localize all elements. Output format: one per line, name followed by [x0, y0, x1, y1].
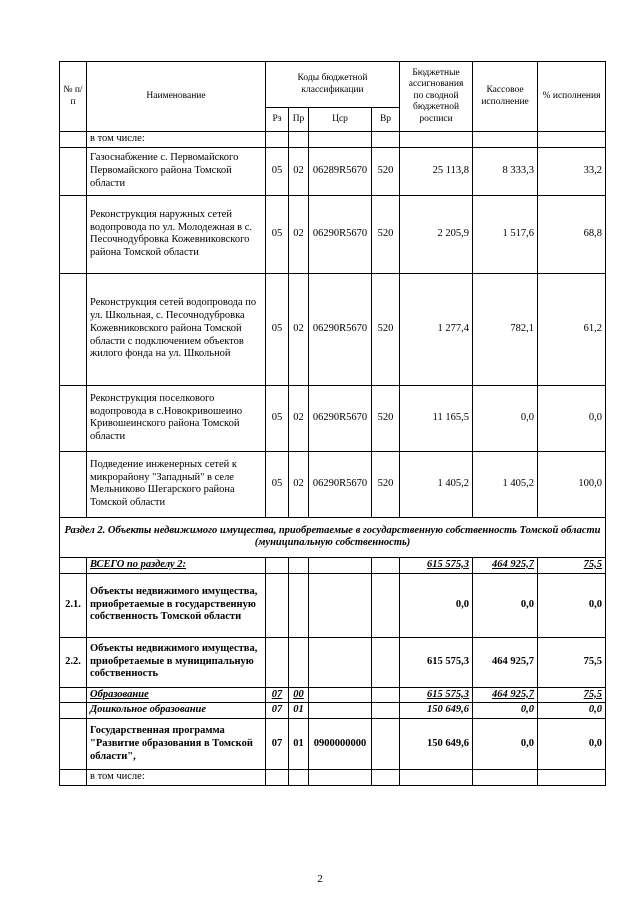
header-rz: Рз [266, 108, 289, 132]
cell-csr: 06290R5670 [309, 385, 372, 451]
cell-cash: 782,1 [473, 273, 538, 385]
cell-pr: 02 [289, 451, 309, 517]
cell-no [60, 451, 87, 517]
table-row [60, 147, 606, 195]
cell-rz: 07 [266, 687, 289, 703]
cell-cash: 0,0 [473, 573, 538, 637]
cell-name: Реконструкция сетей водопровода по ул. Школьная, с. Песочнодубровка Кожевниковского района Томской области с подключением объектов жилого фонда на ул. Школьной [87, 273, 266, 385]
cell-percent: 100,0 [538, 451, 606, 517]
cell-budget: 150 649,6 [400, 703, 473, 719]
table-row [60, 637, 606, 687]
cell-rz [266, 557, 289, 573]
cell-no [60, 385, 87, 451]
table-row [60, 385, 606, 451]
cell-rz [266, 573, 289, 637]
table-row [60, 132, 606, 148]
cell-percent: 75,5 [538, 687, 606, 703]
cell-no [60, 770, 87, 786]
cell-percent: 0,0 [538, 573, 606, 637]
table-row [60, 770, 606, 786]
cell-vr [372, 719, 400, 770]
cell-csr: 06290R5670 [309, 273, 372, 385]
cell-name: Газоснабжение с. Первомайского Первомайского района Томской области [87, 147, 266, 195]
cell-no: 2.2. [60, 637, 87, 687]
cell-budget: 150 649,6 [400, 719, 473, 770]
cell-pr [289, 557, 309, 573]
budget-table [59, 61, 606, 786]
cell-name: Государственная программа "Развитие образования в Томской области", [87, 719, 266, 770]
cell-csr [309, 703, 372, 719]
cell-pr: 01 [289, 703, 309, 719]
cell-budget [400, 770, 473, 786]
cell-budget: 25 113,8 [400, 147, 473, 195]
cell-pr: 00 [289, 687, 309, 703]
table-row [60, 687, 606, 703]
cell-vr [372, 770, 400, 786]
cell-cash: 0,0 [473, 719, 538, 770]
header-percent: % исполнения [538, 62, 606, 132]
cell-vr: 520 [372, 451, 400, 517]
cell-pr [289, 132, 309, 148]
cell-no [60, 703, 87, 719]
header-vr: Вр [372, 108, 400, 132]
table-row [60, 273, 606, 385]
cell-vr [372, 637, 400, 687]
cell-pr: 02 [289, 273, 309, 385]
cell-vr [372, 557, 400, 573]
cell-percent: 0,0 [538, 703, 606, 719]
cell-no [60, 687, 87, 703]
cell-cash: 1 517,6 [473, 195, 538, 273]
cell-cash: 0,0 [473, 385, 538, 451]
table-row [60, 703, 606, 719]
section-heading-row [60, 517, 606, 557]
cell-percent: 75,5 [538, 557, 606, 573]
cell-pr: 02 [289, 385, 309, 451]
cell-rz: 05 [266, 451, 289, 517]
cell-rz [266, 132, 289, 148]
section-2-title: Раздел 2. Объекты недвижимого имущества, приобретаемые в государственную собственность Томской области (муниципальную собственность) [60, 517, 606, 557]
cell-rz: 07 [266, 703, 289, 719]
cell-csr [309, 687, 372, 703]
cell-name: Объекты недвижимого имущества, приобретаемые в государственную собственность Томской области [87, 573, 266, 637]
cell-no [60, 273, 87, 385]
cell-rz: 05 [266, 273, 289, 385]
cell-rz: 05 [266, 147, 289, 195]
cell-csr [309, 132, 372, 148]
cell-csr [309, 557, 372, 573]
cell-percent: 75,5 [538, 637, 606, 687]
cell-percent: 61,2 [538, 273, 606, 385]
cell-vr [372, 132, 400, 148]
cell-rz: 05 [266, 385, 289, 451]
header-pr: Пр [289, 108, 309, 132]
cell-name: Объекты недвижимого имущества, приобретаемые в муниципальную собственность [87, 637, 266, 687]
cell-pr: 01 [289, 719, 309, 770]
page-number: 2 [317, 873, 323, 885]
cell-budget [400, 132, 473, 148]
cell-rz [266, 637, 289, 687]
table-row [60, 195, 606, 273]
cell-name: Реконструкция наружных сетей водопровода по ул. Молодежная в с. Песочнодубровка Кожевниковского района Томской области [87, 195, 266, 273]
cell-vr [372, 703, 400, 719]
cell-budget: 615 575,3 [400, 687, 473, 703]
cell-percent: 0,0 [538, 719, 606, 770]
cell-name: Реконструкция поселкового водопровода в с.Новокривошеино Кривошеинского района Томской области [87, 385, 266, 451]
cell-csr [309, 770, 372, 786]
cell-no [60, 147, 87, 195]
table-row-total [60, 557, 606, 573]
cell-budget: 615 575,3 [400, 557, 473, 573]
cell-rz: 05 [266, 195, 289, 273]
cell-percent: 0,0 [538, 385, 606, 451]
cell-budget: 615 575,3 [400, 637, 473, 687]
header-budget: Бюджетные ассигнования по сводной бюджетной росписи [400, 62, 473, 132]
header-csr: Цср [309, 108, 372, 132]
table-row [60, 451, 606, 517]
table-row [60, 573, 606, 637]
cell-name: в том числе: [87, 132, 266, 148]
cell-csr: 0900000000 [309, 719, 372, 770]
cell-no: 2.1. [60, 573, 87, 637]
cell-percent [538, 132, 606, 148]
cell-no [60, 557, 87, 573]
cell-rz: 07 [266, 719, 289, 770]
cell-pr: 02 [289, 195, 309, 273]
cell-percent: 33,2 [538, 147, 606, 195]
cell-name: Образование [87, 687, 266, 703]
cell-cash [473, 132, 538, 148]
cell-csr [309, 573, 372, 637]
cell-cash: 0,0 [473, 703, 538, 719]
cell-pr: 02 [289, 147, 309, 195]
cell-budget: 2 205,9 [400, 195, 473, 273]
cell-rz [266, 770, 289, 786]
cell-cash: 464 925,7 [473, 687, 538, 703]
cell-no [60, 132, 87, 148]
cell-pr [289, 770, 309, 786]
cell-pr [289, 573, 309, 637]
header-codes: Коды бюджетной классификации [266, 62, 400, 108]
cell-cash: 8 333,3 [473, 147, 538, 195]
cell-csr: 06290R5670 [309, 195, 372, 273]
cell-percent [538, 770, 606, 786]
cell-pr [289, 637, 309, 687]
cell-vr: 520 [372, 195, 400, 273]
cell-budget: 11 165,5 [400, 385, 473, 451]
cell-budget: 0,0 [400, 573, 473, 637]
cell-no [60, 719, 87, 770]
cell-csr: 06289R5670 [309, 147, 372, 195]
cell-budget: 1 277,4 [400, 273, 473, 385]
header-cash: Кассовое исполнение [473, 62, 538, 132]
cell-vr [372, 573, 400, 637]
cell-name: ВСЕГО по разделу 2: [87, 557, 266, 573]
cell-name: в том числе: [87, 770, 266, 786]
cell-vr [372, 687, 400, 703]
cell-percent: 68,8 [538, 195, 606, 273]
cell-no [60, 195, 87, 273]
cell-cash [473, 770, 538, 786]
cell-vr: 520 [372, 385, 400, 451]
cell-csr [309, 637, 372, 687]
cell-vr: 520 [372, 147, 400, 195]
cell-cash: 464 925,7 [473, 637, 538, 687]
cell-cash: 1 405,2 [473, 451, 538, 517]
cell-name: Дошкольное образование [87, 703, 266, 719]
cell-name: Подведение инженерных сетей к микрорайону "Западный" в селе Мельниково Шегарского района Томской области [87, 451, 266, 517]
cell-csr: 06290R5670 [309, 451, 372, 517]
cell-budget: 1 405,2 [400, 451, 473, 517]
cell-vr: 520 [372, 273, 400, 385]
header-name: Наименование [87, 62, 266, 132]
cell-cash: 464 925,7 [473, 557, 538, 573]
table-row [60, 719, 606, 770]
header-no: № п/п [60, 62, 87, 132]
